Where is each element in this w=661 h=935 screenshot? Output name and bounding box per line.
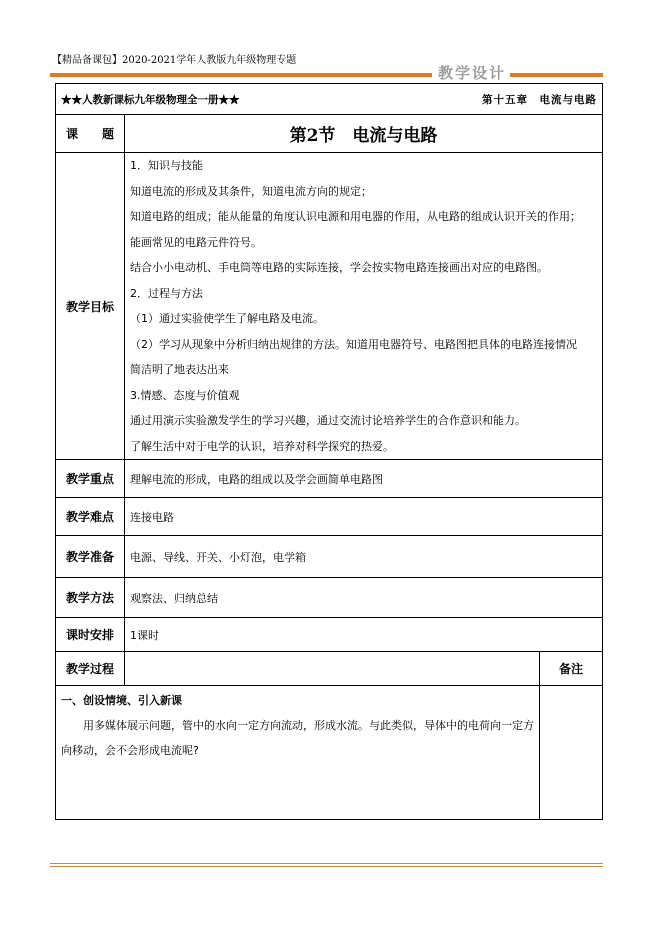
goal-line: 知道电流的形成及其条件，知道电流方向的规定； <box>130 184 372 198</box>
key-row <box>56 460 603 498</box>
goal-line: 了解生活中对于电学的认识，培养对科学探究的热爱。 <box>130 439 394 453</box>
difficulty-label: 教学难点 <box>56 498 125 536</box>
goal-line: （2）学习从现象中分析归纳出规律的方法。知道用电器符号、电路图把具体的电路连接情况 <box>130 337 577 351</box>
schedule-value: 1课时 <box>125 618 603 652</box>
book-row <box>56 84 603 115</box>
goals-row <box>56 153 603 460</box>
goal-line: 能画常见的电路元件符号。 <box>130 235 262 249</box>
book-cell <box>56 84 603 115</box>
method-value: 观察法、归纳总结 <box>125 578 603 618</box>
method-row <box>56 578 603 618</box>
goal-line: 简洁明了地表达出来 <box>130 363 229 376</box>
schedule-label: 课时安排 <box>56 618 125 652</box>
footer-rule <box>50 863 603 867</box>
header-rule-right <box>510 73 603 77</box>
notes-cell <box>540 686 603 820</box>
series-header: 【精品备课包】2020-2021学年人教版九年级物理专题 <box>52 55 297 66</box>
goal-line: 知道电路的组成；能从能量的角度认识电源和用电器的作用，从电路的组成认识开关的作用； <box>130 210 581 223</box>
topic-label: 课 题 <box>56 115 125 153</box>
prep-value: 电源、导线、开关、小灯泡，电学箱 <box>125 536 603 578</box>
schedule-row <box>56 618 603 652</box>
method-label: 教学方法 <box>56 578 125 618</box>
key-value: 理解电流的形成，电路的组成以及学会画简单电路图 <box>125 460 603 498</box>
goal-line: 通过用演示实验激发学生的学习兴趣，通过交流讨论培养学生的合作意识和能力。 <box>130 414 526 427</box>
banner-title: 教学设计 <box>438 64 507 82</box>
prep-row <box>56 536 603 578</box>
goals-label: 教学目标 <box>56 153 125 460</box>
goal-line: （1）通过实验使学生了解电路及电流。 <box>130 312 324 325</box>
process-blank <box>125 652 540 686</box>
goal-line: 3.情感、态度与价值观 <box>130 388 240 402</box>
goal-line: 结合小小电动机、手电筒等电路的实际连接，学会按实物电路连接画出对应的电路图。 <box>130 261 548 274</box>
topic-row <box>56 115 603 153</box>
goals-cell <box>125 153 603 460</box>
header-rule-left <box>50 73 432 77</box>
notes-label: 备注 <box>540 652 603 686</box>
process-row <box>56 686 603 820</box>
prep-label: 教学准备 <box>56 536 125 578</box>
difficulty-value: 连接电路 <box>125 498 603 536</box>
difficulty-row <box>56 498 603 536</box>
topic-title: 第2节 电流与电路 <box>125 115 603 153</box>
lesson-plan-table <box>55 83 603 820</box>
section-title: 一、创设情境、引入新课 <box>61 694 182 707</box>
process-cell <box>56 686 540 820</box>
goal-line: 2．过程与方法 <box>130 286 203 300</box>
key-label: 教学重点 <box>56 460 125 498</box>
section-body: 用多媒体展示问题，管中的水向一定方向流动，形成水流。与此类似，导体中的电荷向一定方向移动，会不会形成电流呢? <box>61 719 534 757</box>
chapter-line: 第十五章 电流与电路 <box>482 93 597 106</box>
process-label: 教学过程 <box>56 652 125 686</box>
book-line: ★★人教新课标九年级物理全一册★★ <box>61 93 240 106</box>
goal-line: 1．知识与技能 <box>130 159 203 172</box>
process-header-row <box>56 652 603 686</box>
